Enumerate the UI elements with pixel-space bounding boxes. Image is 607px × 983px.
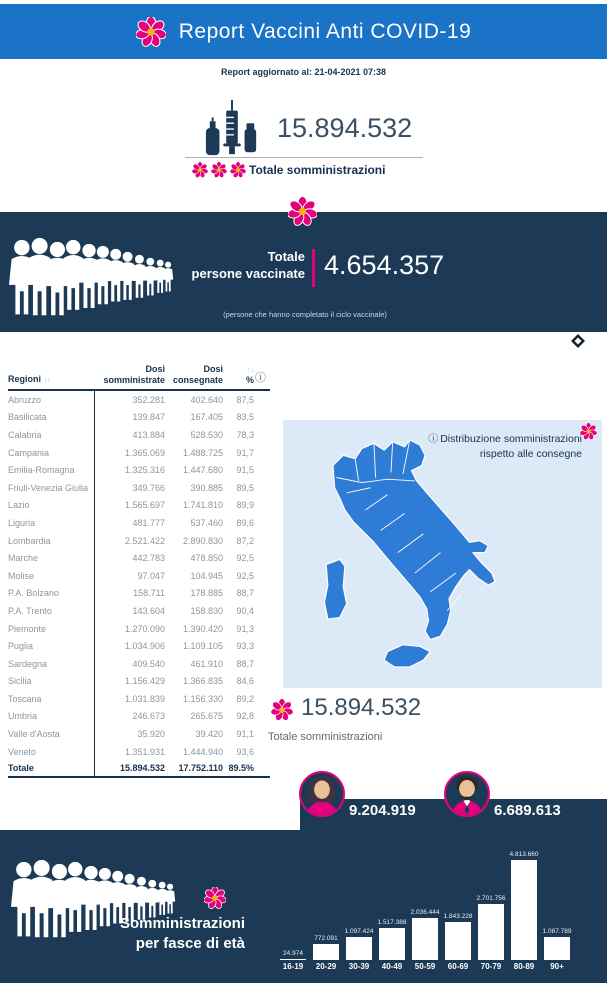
table-row[interactable]	[8, 673, 270, 691]
region-name: P.A. Bolzano	[8, 588, 59, 599]
delivered-value: 1.741.810	[182, 500, 223, 511]
administered-value: 1.351.931	[124, 746, 165, 757]
regions-table-body	[8, 391, 270, 778]
bar[interactable]	[478, 904, 504, 960]
region-name: Abruzzo	[8, 394, 42, 405]
table-row[interactable]	[8, 461, 270, 479]
delivered-value: 265.675	[190, 711, 223, 722]
bar-value-label: 2.701.756	[476, 894, 506, 902]
age-axis-label: 50-59	[414, 962, 436, 971]
bar-value-label: 772.091	[314, 934, 338, 942]
column-header-consegnate-line1: Dosi	[203, 364, 223, 375]
region-name: Molise	[8, 570, 35, 581]
age-axis-label: 70-79	[480, 962, 502, 971]
region-name: Piemonte	[8, 623, 47, 634]
flower-icon	[288, 197, 317, 226]
flower-icon	[211, 162, 227, 178]
table-row[interactable]	[8, 708, 270, 726]
column-header-pct[interactable]	[223, 364, 254, 385]
pct-value: 88,7	[236, 588, 254, 599]
column-divider	[94, 391, 95, 778]
total-vaccinated-label-line1: Totale	[267, 249, 305, 264]
pink-divider	[312, 249, 315, 287]
bar[interactable]	[445, 922, 471, 960]
region-name: Marche	[8, 553, 39, 564]
bar-value-label: 2.036.444	[410, 908, 440, 916]
page-title: Report Vaccini Anti COVID-19	[178, 19, 472, 43]
region-name: Lazio	[8, 500, 30, 511]
flower-icon	[136, 17, 166, 47]
delivered-value: 158.830	[190, 605, 223, 616]
administered-value: 15.894.532	[119, 763, 165, 774]
administered-value: 97.047	[137, 570, 165, 581]
region-name: Toscana	[8, 693, 42, 704]
flower-icon	[271, 699, 293, 721]
total-vaccinated-label-line2: persone vaccinate	[191, 265, 305, 281]
male-total-value: 6.689.613	[494, 802, 561, 819]
administered-value: 1.325.316	[124, 465, 165, 476]
administered-value: 413.884	[132, 429, 165, 440]
region-name: Emilia-Romagna	[8, 465, 75, 476]
administered-value: 409.540	[132, 658, 165, 669]
female-total-value: 9.204.919	[349, 802, 416, 819]
administered-value: 158.711	[133, 588, 165, 599]
age-axis-labels	[280, 962, 572, 971]
pct-value: 91,1	[236, 729, 254, 740]
map-note-line2: rispetto alle consegne	[479, 447, 582, 460]
map-total-value: 15.894.532	[301, 694, 422, 721]
age-bar-chart	[280, 852, 572, 960]
age-section-title	[40, 914, 245, 955]
delivered-value: 104.945	[190, 570, 223, 581]
table-row[interactable]	[8, 391, 270, 409]
region-name: Valle d'Aosta	[8, 729, 60, 740]
region-name: Campania	[8, 447, 50, 458]
italy-map[interactable]	[285, 428, 520, 684]
delivered-value: 402.640	[190, 394, 223, 405]
column-header-somministrate-line2: somministrate	[103, 374, 165, 385]
female-avatar-icon	[299, 771, 345, 817]
pct-value: 89,5	[236, 482, 254, 493]
bar-value-label: 1.097.424	[344, 928, 374, 936]
table-row[interactable]	[8, 514, 270, 532]
region-name: Calabria	[8, 429, 42, 440]
region-name: Totale	[8, 763, 34, 774]
info-icon[interactable]: ⓘ	[255, 372, 266, 384]
table-row[interactable]	[8, 409, 270, 427]
sort-arrows-icon[interactable]: ↑↓	[247, 366, 254, 374]
age-section	[0, 830, 607, 983]
sort-arrows-icon[interactable]: ↑↓	[43, 376, 51, 384]
bar-value-label: 1.517.388	[377, 919, 407, 927]
delivered-value: 537.460	[190, 517, 223, 528]
pct-value: 89,6	[236, 517, 254, 528]
administered-value: 352.281	[132, 394, 165, 405]
table-row[interactable]	[8, 637, 270, 655]
bar-group[interactable]	[313, 935, 339, 960]
bar[interactable]	[544, 937, 570, 960]
region-name: Sardegna	[8, 658, 48, 669]
delivered-value: 2.890.830	[182, 535, 223, 546]
delivered-value: 1.366.835	[182, 676, 223, 687]
delivered-value: 17.752.110	[178, 763, 223, 774]
table-row[interactable]	[8, 479, 270, 497]
table-row[interactable]	[8, 497, 270, 515]
bar[interactable]	[313, 944, 339, 960]
region-name: Puglia	[8, 641, 34, 652]
table-row[interactable]	[8, 655, 270, 673]
bar-value-label: 24.974	[283, 949, 303, 957]
column-header-pct-label: %	[245, 374, 254, 385]
regions-table	[8, 357, 270, 778]
table-row[interactable]	[8, 725, 270, 743]
pct-value: 88,7	[236, 658, 254, 669]
bar[interactable]	[511, 860, 537, 960]
pct-value: 91,7	[236, 447, 254, 458]
table-row[interactable]	[8, 743, 270, 761]
flower-icon	[204, 887, 226, 909]
delivered-value: 478.850	[190, 553, 223, 564]
age-section-title-line2: per fasce di età	[135, 935, 245, 953]
column-header-regioni[interactable]	[8, 374, 92, 385]
region-name: Friuli-Venezia Giulia	[8, 482, 89, 493]
administered-value: 442.783	[132, 553, 165, 564]
report-updated-text: Report aggiornato al: 21-04-2021 07:38	[220, 67, 387, 77]
table-row[interactable]	[8, 620, 270, 638]
bar[interactable]	[280, 959, 306, 961]
pct-value: 87,2	[236, 535, 254, 546]
age-axis-label: 30-39	[348, 962, 370, 971]
delivered-value: 528.530	[190, 429, 223, 440]
delivered-value: 167.405	[190, 412, 223, 423]
pct-value: 92,8	[236, 711, 254, 722]
map-total-label: Totale somministrazioni	[268, 731, 383, 743]
bar-group[interactable]	[412, 909, 438, 960]
table-row[interactable]	[8, 549, 270, 567]
age-axis-label: 80-89	[513, 962, 535, 971]
delivered-value: 390.885	[190, 482, 223, 493]
delivered-value: 1.156.330	[182, 693, 223, 704]
column-header-consegnate-line2: consegnate	[172, 374, 223, 385]
bar-group[interactable]	[445, 913, 471, 960]
table-row[interactable]	[8, 690, 270, 708]
region-name: P.A. Trento	[8, 605, 52, 616]
age-axis-label: 40-49	[381, 962, 403, 971]
administered-value: 143.604	[132, 605, 165, 616]
region-name: Umbria	[8, 711, 38, 722]
column-header-consegnate[interactable]	[165, 364, 223, 385]
bar-group[interactable]	[511, 851, 537, 960]
bar-group[interactable]	[478, 895, 504, 960]
pct-value: 78,3	[236, 429, 254, 440]
age-axis-label: 20-29	[315, 962, 337, 971]
vaccinated-note: (persone che hanno completato il ciclo vaccinale)	[223, 310, 387, 319]
column-header-regioni-label: Regioni	[8, 373, 41, 384]
administered-value: 1.156.429	[124, 676, 165, 687]
pct-value: 92,5	[236, 570, 254, 581]
age-section-title-line1: Somministrazioni	[119, 915, 245, 932]
divider	[185, 157, 423, 158]
bar[interactable]	[412, 918, 438, 960]
bar-value-label: 1.843.228	[443, 912, 473, 920]
table-row[interactable]	[8, 426, 270, 444]
total-administrations-value: 15.894.532	[277, 113, 413, 143]
total-vaccinated-label	[170, 249, 305, 283]
pct-value: 87,5	[236, 394, 254, 405]
region-name: Liguria	[8, 517, 36, 528]
bar-value-label: 4.813.660	[509, 851, 539, 858]
delivered-value: 39.420	[195, 729, 223, 740]
regions-table-header	[8, 357, 270, 391]
pct-value: 89.5%	[228, 763, 254, 774]
pct-value: 90,4	[236, 605, 254, 616]
bar[interactable]	[346, 937, 372, 960]
male-avatar-icon	[444, 771, 490, 817]
administered-value: 1.270.090	[124, 623, 165, 634]
administered-value: 35.920	[137, 729, 165, 740]
region-name: Lombardia	[8, 535, 51, 546]
pct-value: 91,3	[236, 623, 254, 634]
table-total-row[interactable]	[8, 760, 270, 778]
region-name: Sicilia	[8, 676, 32, 687]
syringe-vials-icon	[203, 99, 261, 166]
pct-value: 89,2	[236, 693, 254, 704]
delivered-value: 1.109.105	[182, 641, 223, 652]
flower-icon	[230, 162, 246, 178]
administered-value: 2.521.422	[124, 535, 165, 546]
administered-value: 481.777	[132, 517, 165, 528]
administered-value: 1.365.069	[124, 447, 165, 458]
delivered-value: 1.447.680	[182, 465, 223, 476]
administered-value: 139.847	[132, 412, 165, 423]
table-row[interactable]	[8, 532, 270, 550]
administered-value: 349.766	[132, 482, 165, 493]
pct-value: 93,6	[236, 746, 254, 757]
administered-value: 1.031.839	[124, 693, 165, 704]
flower-icon	[192, 162, 208, 178]
administered-value: 246.673	[132, 711, 165, 722]
delivered-value: 461.910	[190, 658, 223, 669]
info-icon[interactable]: ⓘ	[428, 434, 439, 445]
delivered-value: 1.390.420	[182, 623, 223, 634]
age-axis-label: 60-69	[447, 962, 469, 971]
delivered-value: 178.885	[190, 588, 223, 599]
map-panel	[283, 420, 602, 688]
pct-value: 92,5	[236, 553, 254, 564]
pct-value: 89,9	[236, 500, 254, 511]
column-header-somministrate[interactable]	[92, 364, 165, 385]
total-vaccinated-value: 4.654.357	[324, 250, 445, 280]
bar-group[interactable]	[544, 928, 570, 960]
delivered-value: 1.444.940	[182, 746, 223, 757]
age-axis-label: 90+	[550, 962, 564, 971]
bar-group[interactable]	[346, 928, 372, 960]
table-row[interactable]	[8, 602, 270, 620]
bar-group[interactable]	[280, 950, 306, 961]
column-header-somministrate-line1: Dosi	[145, 364, 165, 375]
bar-group[interactable]	[379, 919, 405, 960]
region-name: Basilicata	[8, 412, 47, 423]
delivered-value: 1.488.725	[182, 447, 223, 458]
focus-mode-icon[interactable]	[570, 333, 586, 349]
flower-icon	[580, 423, 597, 440]
administered-value: 1.565.697	[124, 500, 165, 511]
pct-value: 83,5	[236, 412, 254, 423]
table-row[interactable]	[8, 567, 270, 585]
bar-value-label: 1.087.789	[542, 928, 572, 936]
map-note-line1: Distribuzione somministrazioni	[440, 433, 582, 445]
table-row[interactable]	[8, 585, 270, 603]
pct-value: 84,6	[236, 676, 254, 687]
region-name: Veneto	[8, 746, 37, 757]
total-administrations-label: Totale somministrazioni	[249, 163, 386, 177]
administered-value: 1.034.906	[124, 641, 165, 652]
age-axis-label: 16-19	[282, 962, 304, 971]
table-row[interactable]	[8, 444, 270, 462]
flowers-row	[192, 162, 246, 178]
pct-value: 91,5	[236, 465, 254, 476]
app-header	[0, 4, 607, 59]
bar[interactable]	[379, 928, 405, 960]
pct-value: 93,3	[236, 641, 254, 652]
